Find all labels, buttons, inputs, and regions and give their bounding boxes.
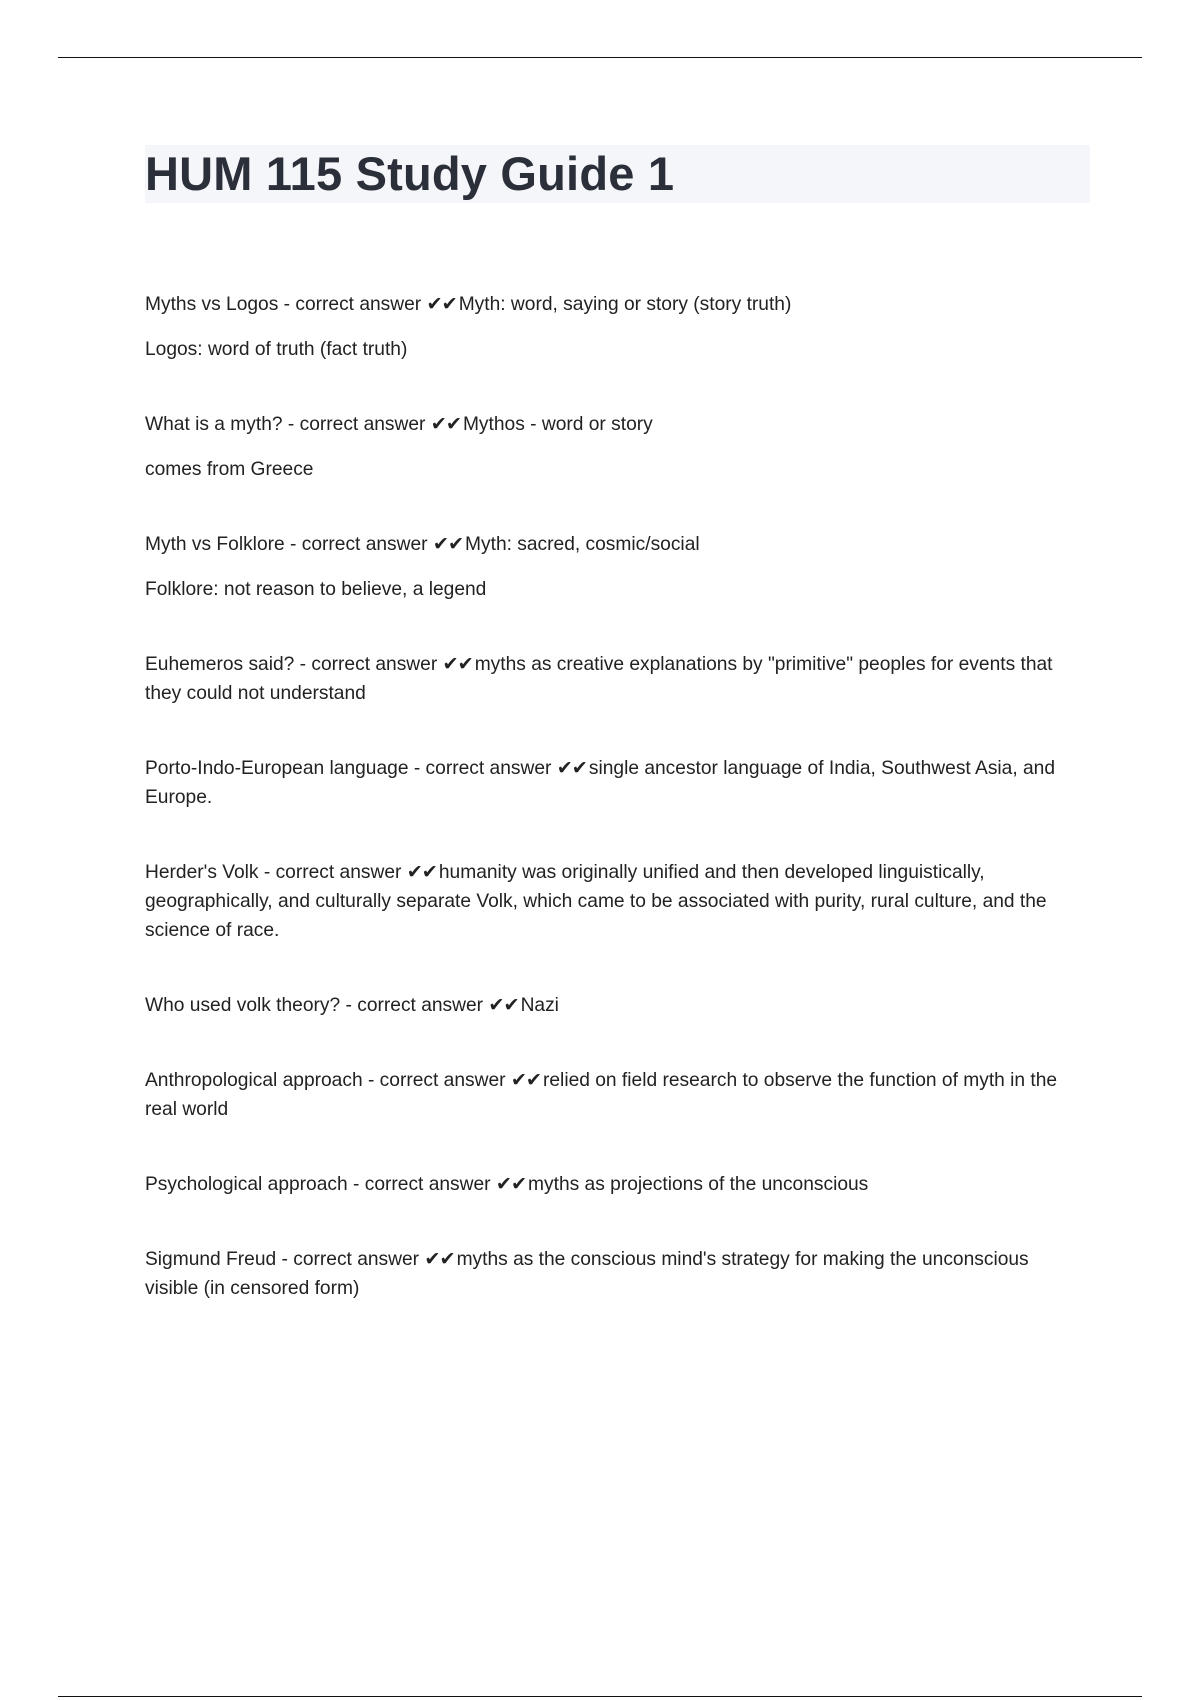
study-entry	[145, 1066, 1085, 1124]
entry-question-line	[145, 410, 1085, 439]
entry-question-line	[145, 290, 1085, 319]
double-check-icon: ✔✔	[442, 654, 473, 675]
entry-question-line	[145, 1170, 1085, 1199]
entry-separator: - correct answer	[347, 1174, 496, 1195]
entry-separator: - correct answer	[258, 862, 407, 883]
page-title: HUM 115 Study Guide 1	[145, 147, 675, 200]
entry-extra-line: comes from Greece	[145, 459, 314, 480]
entry-answer: myths as creative explanations by "primitive" peoples for events that they could not understand	[145, 654, 1053, 704]
title-banner	[145, 145, 1090, 203]
double-check-icon: ✔✔	[488, 995, 519, 1016]
entry-answer: humanity was originally unified and then developed linguistically, geographically, and culturally separate Volk, which came to be associated with purity, rural culture, and the science of race.	[145, 862, 1047, 941]
entry-separator: - correct answer	[278, 294, 427, 315]
entry-term: Psychological approach	[145, 1174, 348, 1195]
study-entry	[145, 290, 1085, 364]
study-entry	[145, 1245, 1085, 1303]
study-entry	[145, 410, 1085, 484]
double-check-icon: ✔✔	[432, 534, 464, 555]
study-guide-entries	[145, 290, 1085, 1349]
entry-term: Porto-Indo-European language	[145, 758, 409, 779]
entry-question-line	[145, 858, 1085, 945]
entry-separator: - correct answer	[362, 1070, 511, 1091]
entry-term: Anthropological approach	[145, 1070, 363, 1091]
entry-question-line	[145, 991, 1085, 1020]
entry-separator: - correct answer	[282, 414, 431, 435]
entry-separator: - correct answer	[284, 534, 433, 555]
header-rule	[58, 57, 1142, 58]
study-entry	[145, 991, 1085, 1020]
double-check-icon: ✔✔	[426, 294, 457, 315]
entry-separator: - correct answer	[276, 1249, 425, 1270]
double-check-icon: ✔✔	[406, 862, 437, 883]
entry-term: Sigmund Freud	[145, 1249, 277, 1270]
study-entry	[145, 754, 1085, 812]
double-check-icon: ✔✔	[495, 1174, 527, 1195]
entry-separator: - correct answer	[294, 654, 443, 675]
entry-question-line	[145, 1245, 1085, 1303]
study-entry	[145, 858, 1085, 945]
entry-extra-line: Logos: word of truth (fact truth)	[145, 339, 408, 360]
entry-question-line	[145, 1066, 1085, 1124]
study-entry	[145, 650, 1085, 708]
entry-question-line	[145, 650, 1085, 708]
study-entry	[145, 1170, 1085, 1199]
entry-answer: myths as the conscious mind's strategy for making the unconscious visible (in censored form)	[145, 1249, 1029, 1299]
entry-question-line	[145, 530, 1085, 559]
entry-separator: - correct answer	[340, 995, 489, 1016]
entry-term: Herder's Volk	[145, 862, 259, 883]
double-check-icon: ✔✔	[424, 1249, 455, 1270]
entry-separator: - correct answer	[408, 758, 557, 779]
double-check-icon: ✔✔	[510, 1070, 541, 1091]
entry-term: Myth vs Folklore	[145, 534, 285, 555]
entry-answer: Myth: sacred, cosmic/social	[465, 534, 700, 555]
entry-term: Myths vs Logos	[145, 294, 279, 315]
entry-answer: Myth: word, saying or story (story truth)	[458, 294, 792, 315]
entry-answer: relied on field research to observe the function of myth in the real world	[145, 1070, 1058, 1120]
entry-extra-line: Folklore: not reason to believe, a legend	[145, 579, 487, 600]
entry-answer: myths as projections of the unconscious	[528, 1174, 869, 1195]
double-check-icon: ✔✔	[556, 758, 587, 779]
entry-question-line	[145, 754, 1085, 812]
study-entry	[145, 530, 1085, 604]
entry-answer: single ancestor language of India, Southwest Asia, and Europe.	[145, 758, 1056, 808]
entry-term: Who used volk theory?	[145, 995, 341, 1016]
entry-answer: Mythos - word or story	[462, 414, 653, 435]
entry-term: What is a myth?	[145, 414, 283, 435]
footer-rule	[58, 1696, 1142, 1697]
double-check-icon: ✔✔	[430, 414, 461, 435]
entry-answer: Nazi	[520, 995, 559, 1016]
entry-term: Euhemeros said?	[145, 654, 295, 675]
